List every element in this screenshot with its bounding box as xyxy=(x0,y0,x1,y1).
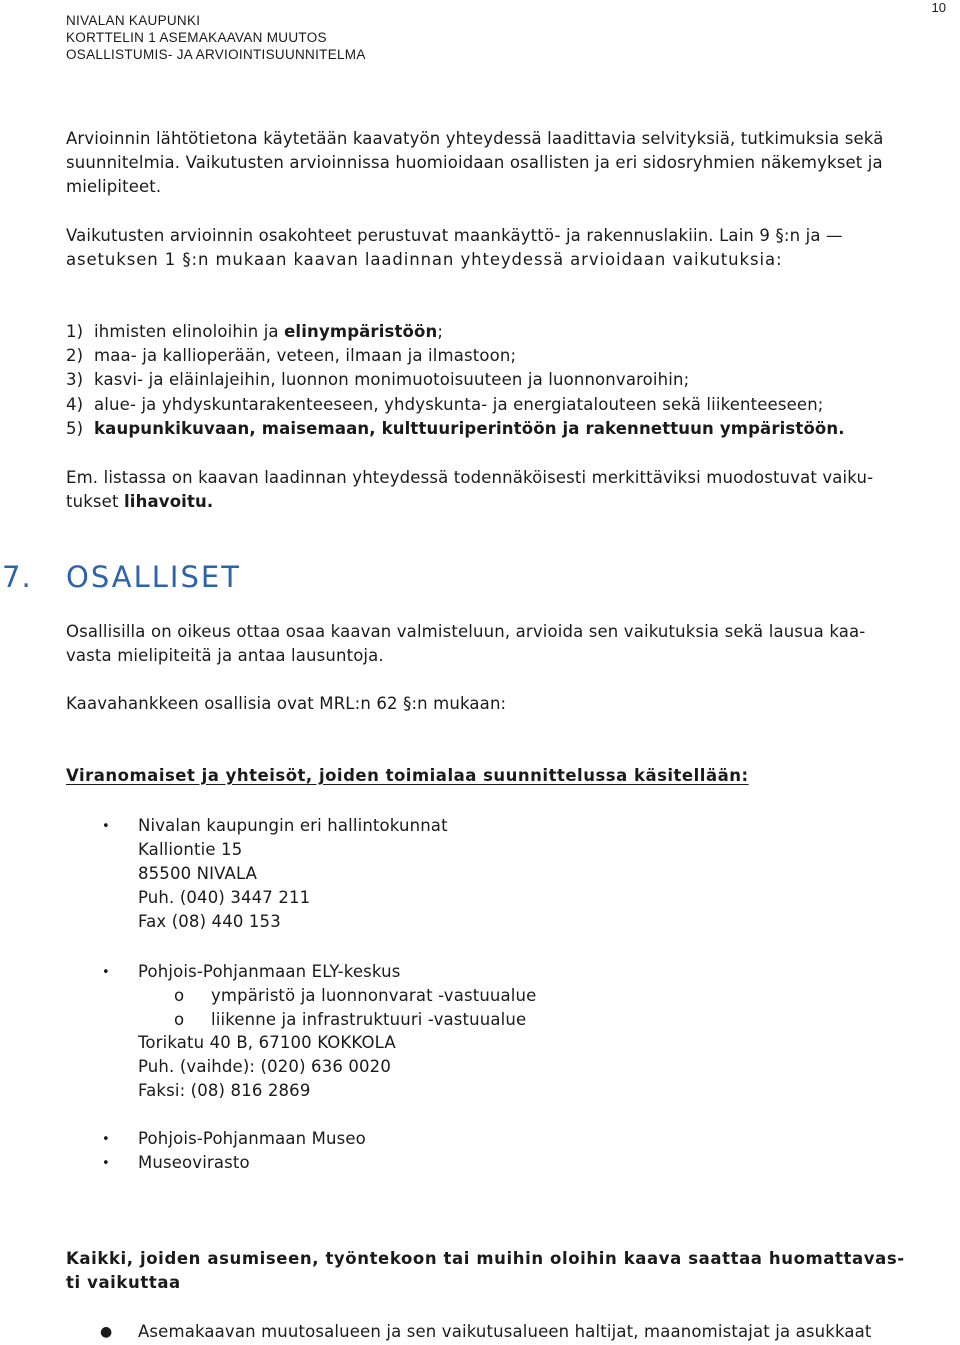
note-line-1: Em. listassa on kaavan laadinnan yhteydessä todennäköisesti merkittäviksi muodostuvat vaiku- xyxy=(66,468,874,487)
ely-sub-2: liikenne ja infrastruktuuri -vastuualue xyxy=(211,1010,527,1029)
basis-line-1 xyxy=(66,226,843,245)
intro-line-1: Arvioinnin lähtötietona käytetään kaavatyön yhteydessä laadittavia selvityksiä, tutkimuksia sekä xyxy=(66,129,884,148)
city-name: Nivalan kaupungin eri hallintokunnat xyxy=(138,816,448,835)
impact-item-2 xyxy=(66,346,516,365)
authorities-heading: Viranomaiset ja yhteisöt, joiden toimialaa suunnittelussa käsitellään: xyxy=(66,766,749,785)
list-number: 5) xyxy=(66,419,84,438)
bullet-icon: • xyxy=(102,1132,110,1147)
note-bold-text: lihavoitu. xyxy=(124,492,214,511)
list-number: 4) xyxy=(66,395,84,414)
city-fax: Fax (08) 440 153 xyxy=(138,912,281,931)
city-address: Kalliontie 15 xyxy=(138,840,243,859)
bullet-icon: ● xyxy=(100,1324,113,1340)
basis-line-2 xyxy=(66,250,782,269)
basis-text-cont: :n mukaan kaavan laadinnan yhteydessä arvioidaan vaikutuksia: xyxy=(191,250,783,269)
ely-address: Torikatu 40 B, 67100 KOKKOLA xyxy=(138,1033,396,1052)
page-number: 10 xyxy=(931,0,946,15)
header-project: KORTTELIN 1 ASEMAKAAVAN MUUTOS xyxy=(66,30,327,45)
impact-text: ihmisten elinoloihin ja xyxy=(94,322,285,341)
intro-line-3: mielipiteet. xyxy=(66,177,162,196)
impact-text: kasvi- ja eläinlajeihin, luonnon monimuotoisuuteen ja luonnonvaroihin; xyxy=(94,370,690,389)
impact-item-1 xyxy=(66,322,443,341)
basis-text-cont: :n ja — xyxy=(783,226,843,245)
section-sign-icon: § xyxy=(403,694,412,713)
note-text: tukset xyxy=(66,492,124,511)
impact-text-end: ; xyxy=(437,322,444,341)
ely-phone: Puh. (vaihde): (020) 636 0020 xyxy=(138,1057,391,1076)
city-phone: Puh. (040) 3447 211 xyxy=(138,888,311,907)
section-number: 7. xyxy=(2,560,32,594)
intro-line-2: suunnitelmia. Vaikutusten arvioinnissa huomioidaan osallisten ja eri sidosryhmien näkemykset ja xyxy=(66,153,883,172)
impact-item-3 xyxy=(66,370,689,389)
participants-line-1: Osallisilla on oikeus ottaa osaa kaavan valmisteluun, arvioida sen vaikutuksia sekä lausua kaa- xyxy=(66,622,866,641)
header-document: OSALLISTUMIS- JA ARVIOINTISUUNNITELMA xyxy=(66,47,366,62)
bullet-icon: • xyxy=(102,819,110,834)
city-postal: 85500 NIVALA xyxy=(138,864,258,883)
section-title: OSALLISET xyxy=(66,560,241,594)
impact-item-5 xyxy=(66,419,845,438)
impact-text: maa- ja kallioperään, veteen, ilmaan ja ilmastoon; xyxy=(94,346,517,365)
agency-name: Museovirasto xyxy=(138,1153,250,1172)
section-sign-icon: § xyxy=(775,226,784,245)
mrl-text: Kaavahankkeen osallisia ovat MRL:n 62 xyxy=(66,694,404,713)
museum-name: Pohjois-Pohjanmaan Museo xyxy=(138,1129,366,1148)
bullet-icon: • xyxy=(102,965,110,980)
ely-fax: Faksi: (08) 816 2869 xyxy=(138,1081,311,1100)
impact-bold-text: kaupunkikuvaan, maisemaan, kulttuuriperintöön ja rakennettuun ympäristöön. xyxy=(94,419,845,438)
ely-name: Pohjois-Pohjanmaan ELY-keskus xyxy=(138,962,401,981)
list-number: 2) xyxy=(66,346,84,365)
mrl-text-cont: :n mukaan: xyxy=(411,694,507,713)
impact-bold-text: elinympäristöön xyxy=(284,322,438,341)
basis-text: Vaikutusten arvioinnin osakohteet perustuvat maankäyttö- ja rakennuslakiin. Lain 9 xyxy=(66,226,776,245)
mrl-line xyxy=(66,694,506,713)
participants-line-2: vasta mielipiteitä ja antaa lausuntoja. xyxy=(66,646,384,665)
section-sign-icon: § xyxy=(182,250,192,269)
note-line-2 xyxy=(66,492,213,511)
affected-heading-line-1: Kaikki, joiden asumiseen, työntekoon tai muihin oloihin kaava saattaa huomattavas- xyxy=(66,1249,905,1268)
sub-bullet-icon: o xyxy=(174,1010,185,1029)
impact-item-4 xyxy=(66,395,824,414)
list-number: 1) xyxy=(66,322,84,341)
list-number: 3) xyxy=(66,370,84,389)
affected-item: Asemakaavan muutosalueen ja sen vaikutusalueen haltijat, maanomistajat ja asukkaat xyxy=(138,1322,872,1341)
basis-text: asetuksen 1 xyxy=(66,250,183,269)
affected-heading-line-2: ti vaikuttaa xyxy=(66,1273,181,1292)
ely-sub-1: ympäristö ja luonnonvarat -vastuualue xyxy=(211,986,537,1005)
impact-text: alue- ja yhdyskuntarakenteeseen, yhdyskunta- ja energiatalouteen sekä liikenteeseen; xyxy=(94,395,824,414)
sub-bullet-icon: o xyxy=(174,986,185,1005)
header-org: NIVALAN KAUPUNKI xyxy=(66,13,201,28)
bullet-icon: • xyxy=(102,1156,110,1171)
